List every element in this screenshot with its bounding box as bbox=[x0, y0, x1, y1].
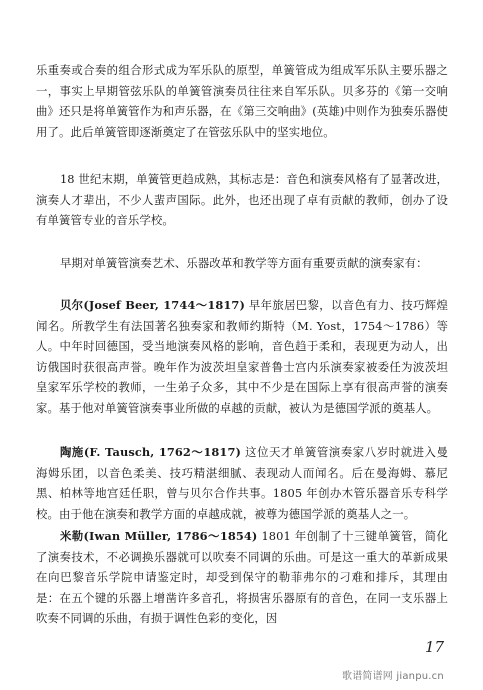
paragraph-text: 早期对单簧管演奏艺术、乐器改革和教学等方面有重要贡献的演奏家有： bbox=[59, 256, 428, 270]
paragraph-text bbox=[36, 526, 448, 629]
paragraph-text: 乐重奏或合奏的组合形式成为军乐队的原型，单簧管成为组成军乐队主要乐器之一，事实上早期管弦乐队的单簧管演奏员往往来自军乐队。贝多芬的《第一交响曲》还只是将单簧管作为和声乐器，在《第三交响曲》(英雄)中则作为独奏乐器使用了。此后单簧管即逐渐奠定了在管弦乐队中的坚实地位。 bbox=[36, 63, 448, 139]
paragraph-text bbox=[36, 295, 448, 419]
performer-bio-beer: 早年旅居巴黎，以音色有力、技巧辉煌闻名。所教学生有法国著名独奏家和教师约斯特（M. Yost，1754～1786）等人。中年时回德国，受当地演奏风格的影响，音色趋于柔和，表现更为动人，出访俄国时获很高声誉。晚年作为波茨坦皇家普鲁士宫内乐演奏家被委任为波茨坦皇家军乐学校的教师，一生弟子众多，其中不少是在国际上享有很高声誉的演奏家。基于他对单簧管演奏事业所做的卓越的贡献，被认为是德国学派的奠基人。 bbox=[36, 298, 449, 415]
watermark: 歌谱简谱网 jianpu.cn bbox=[342, 671, 444, 682]
performer-bio-muller: 1801 年创制了十三键单簧管，简化了演奏技术，不必调换乐器就可以吹奏不同调的乐曲。可是这一重大的革新成果在向巴黎音乐学院申请鉴定时，却受到保守的勒菲弗尔的刁难和排斥，其理由是：在五个键的乐器上增凿许多音孔，将损害乐器原有的音色，在同一支乐器上吹奏不同调的乐曲，有损于调性色彩的变化，因 bbox=[36, 529, 448, 626]
paragraph-text bbox=[36, 442, 448, 524]
page-number: 17 bbox=[425, 638, 445, 656]
paragraph-muller bbox=[36, 526, 448, 629]
paragraph-text: 18 世纪末期，单簧管更趋成熟，其标志是：音色和演奏风格有了显著改进，演奏人才辈出，不少人蜚声国际。此外，也还出现了卓有贡献的教师，创办了设有单簧管专业的音乐学校。 bbox=[36, 172, 448, 228]
performer-bio-tausch: 这位天才单簧管演奏家八岁时就进入曼海姆乐团，以音色柔美、技巧精湛细腻、表现动人而闻名。后在曼海姆、慕尼黑、柏林等地宫廷任职，曾与贝尔合作共事。1805 年创办木管乐器音乐专科学校。由于他在演奏和教学方面的卓越成就，被尊为德国学派的奠基人之一。 bbox=[36, 445, 448, 521]
paragraph-intro-performers bbox=[36, 253, 448, 274]
performer-name-muller: 米勒(Iwan Müller, 1786～1854) bbox=[59, 529, 258, 543]
paragraph-beer bbox=[36, 295, 448, 419]
paragraph-military-band bbox=[36, 60, 448, 142]
performer-name-beer: 贝尔(Josef Beer, 1744～1817) bbox=[59, 298, 245, 312]
paragraph-tausch bbox=[36, 442, 448, 524]
paragraph-18th-century bbox=[36, 169, 448, 231]
performer-name-tausch: 陶施(F. Tausch, 1762～1817) bbox=[59, 445, 241, 459]
